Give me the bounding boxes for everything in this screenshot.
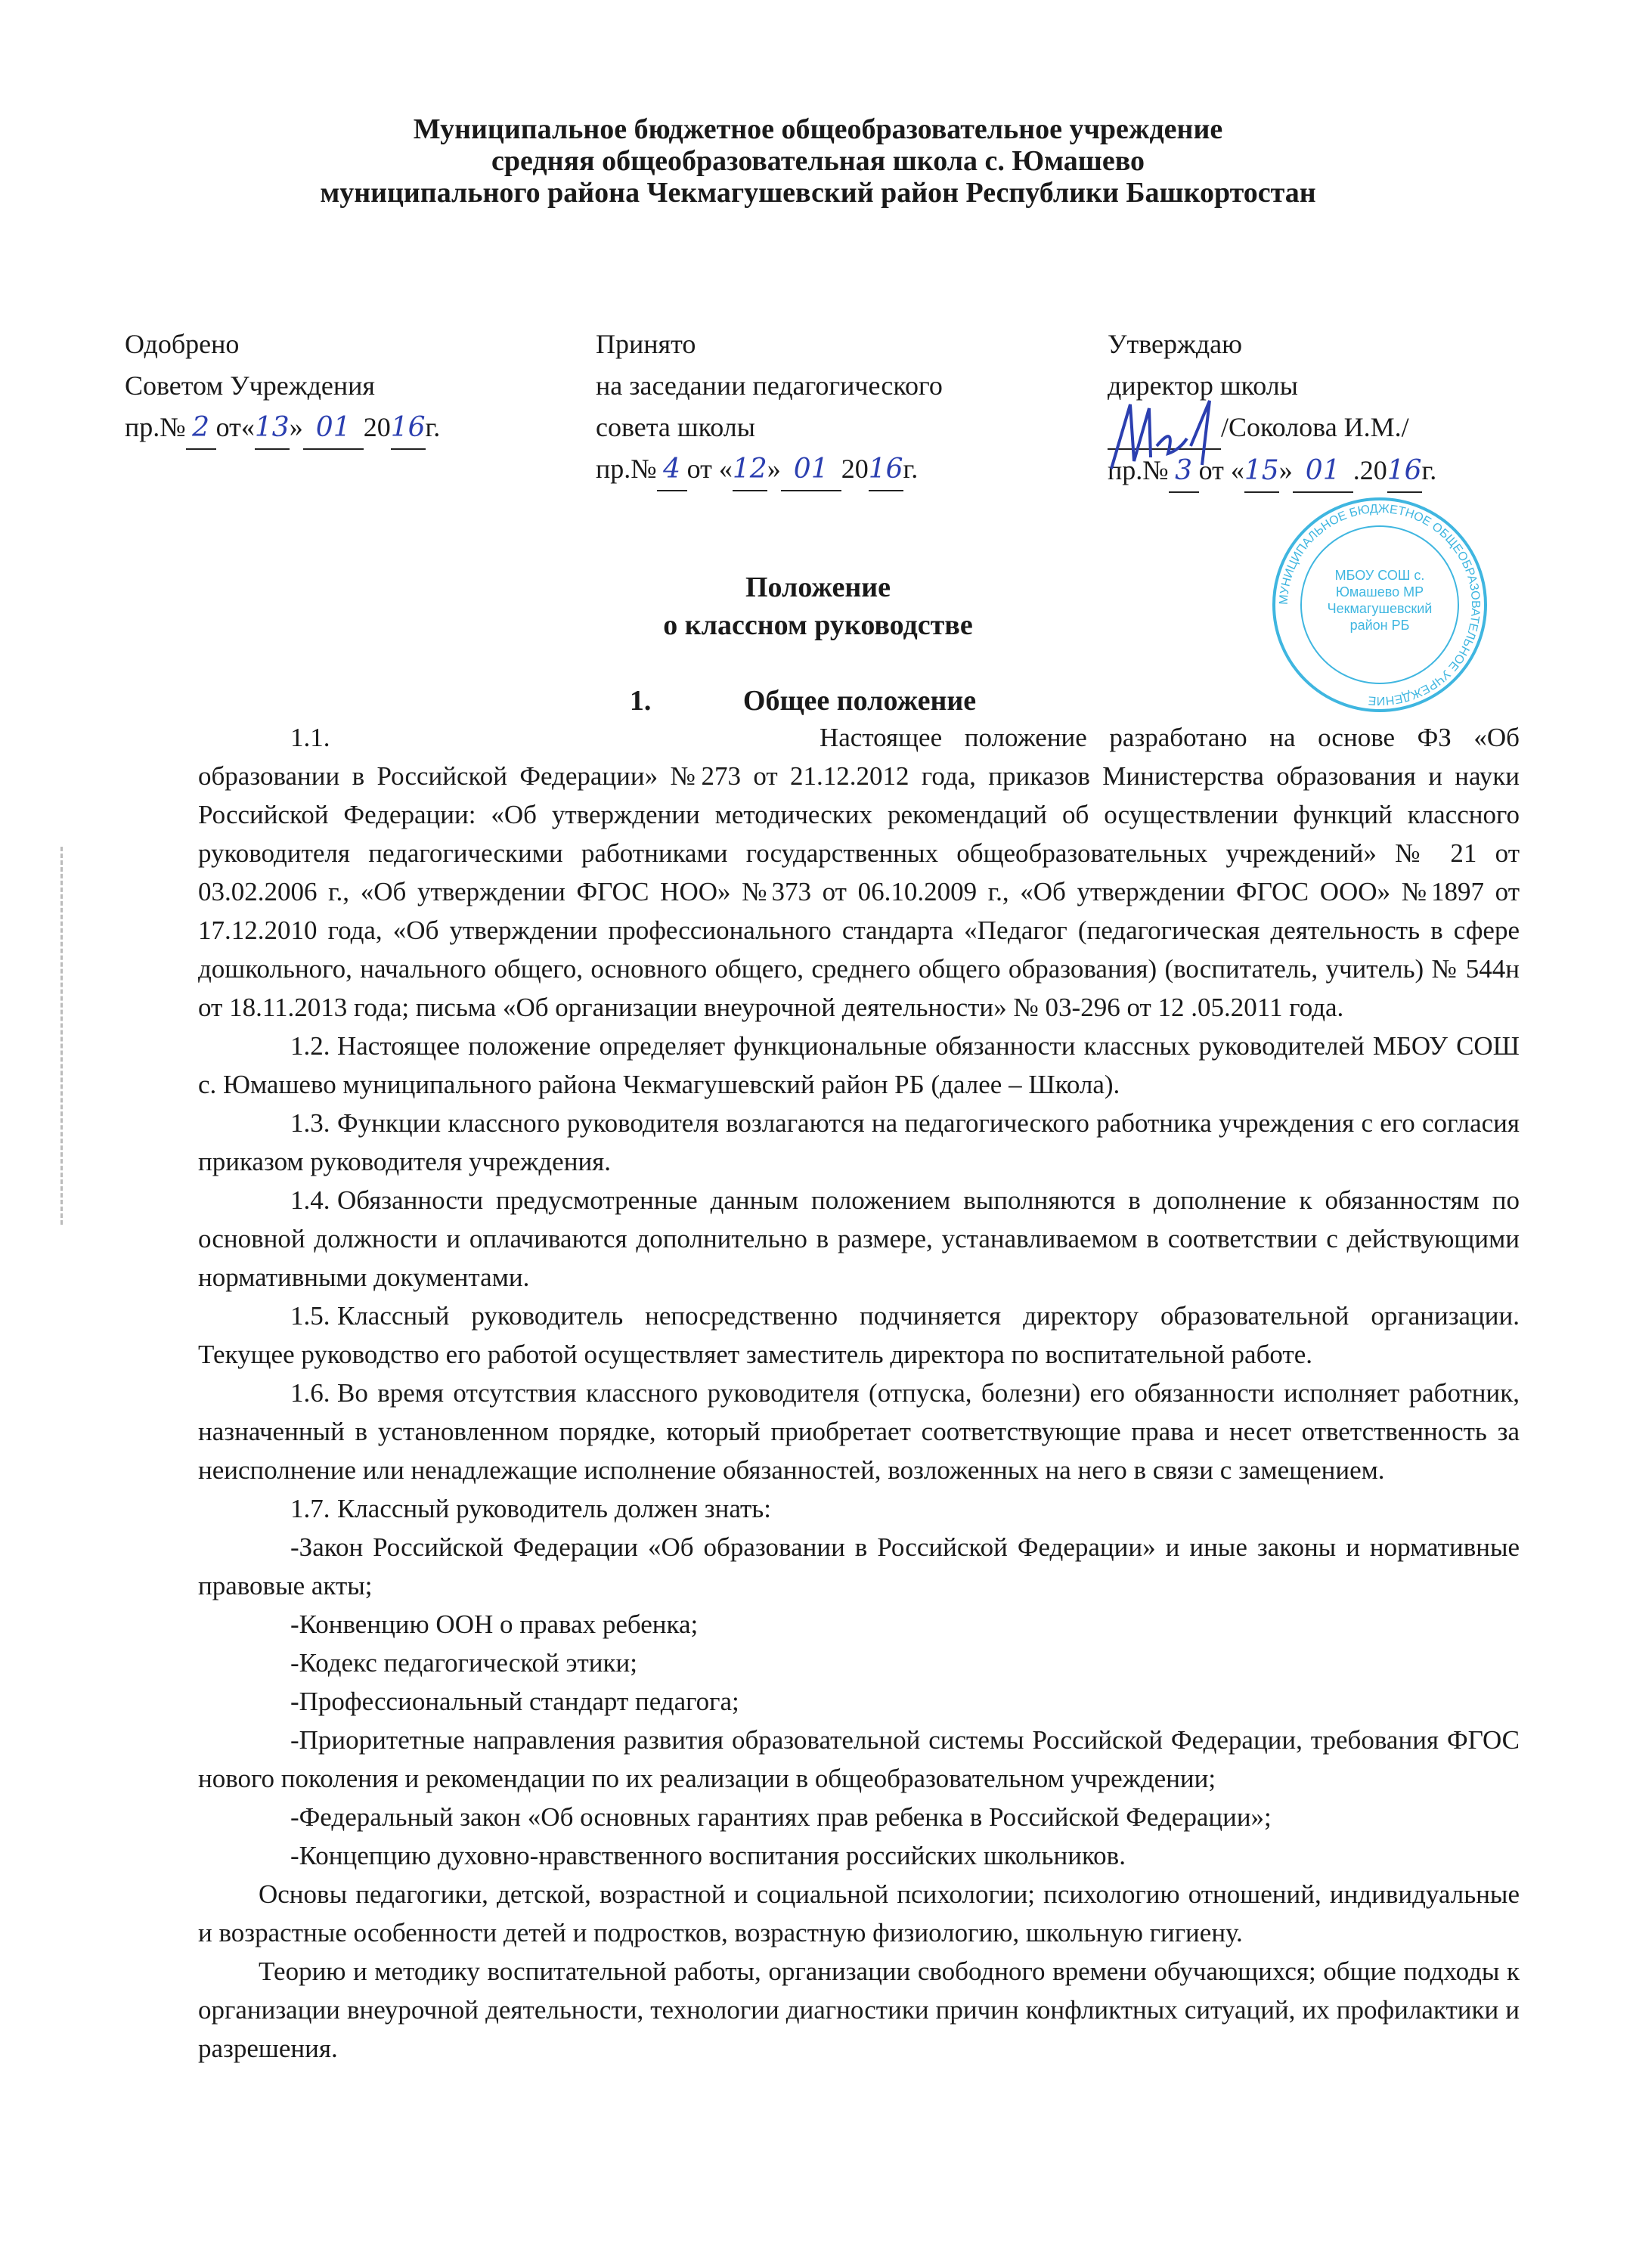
label: пр.№ [596, 454, 657, 484]
label: пр.№ [1108, 455, 1169, 485]
stamp-center-text: МБОУ СОШ с. Юмашево МР Чекмагушевский район РБ [1327, 568, 1433, 633]
month: 01 [303, 407, 364, 450]
header-line: муниципального района Чекмагушевский район Республики Башкортостан [320, 177, 1316, 209]
director-signature [1104, 393, 1225, 476]
paragraph [198, 1297, 1520, 1374]
protocol-number: 2 [186, 407, 216, 450]
binding-mark [60, 847, 70, 1225]
knowledge-item: Основы педагогики, детской, возрастной и социальной психологии; психологию отношений, индивидуальные и возрастные особенности детей и подростков, возрастную физиологию, школьную гигиену. [198, 1879, 1520, 1947]
header-line: средняя общеобразовательная школа с. Юмашево [491, 145, 1145, 177]
approved-block [125, 324, 440, 450]
label: от « [1198, 455, 1244, 485]
paragraph [198, 1104, 1520, 1181]
accepted-by: на заседании педагогического [596, 370, 943, 401]
paragraph-number: 1.1. [290, 723, 330, 752]
accepted-label: Принято [596, 329, 696, 359]
knowledge-item: -Кодекс педагогической этики; [290, 1648, 637, 1678]
accepted-protocol [596, 448, 943, 491]
paragraph-number: 1.2. [290, 1031, 330, 1061]
knowledge-item: -Приоритетные направления развития образовательной системы Российской Федерации, требования ФГОС нового поколения и рекомендации по их реализации в общеобразовательном учреждении; [198, 1725, 1520, 1793]
paragraph-text: Настоящее положение разработано на основе ФЗ «Об образовании в Российской Федерации» №273 от 21.12.2012 года, приказов Министерства образования и науки Российской Федерации: «Об утверждении методических рекомендаций об осуществлении функций классного руководителя педагогическими работниками государственных общеобразовательных учреждений» № 21 от 03.02.2006 г., «Об утверждении ФГОС НОО» №373 от 06.10.2009 г., «Об утверждении ФГОС ООО» №1897 от 17.12.2010 года, «Об утверждении профессионального стандарта «Педагог (педагогическая деятельность в сфере дошкольного, начального общего, основного общего, среднего общего образования) (воспитатель, учитель) № 544н от 18.11.2013 года; письма «Об организации внеурочной деятельности» № 03-296 от 12 .05.2011 года. [198, 723, 1520, 1022]
year: 16 [869, 448, 903, 491]
paragraph-number: 1.6. [290, 1378, 330, 1408]
institution-header [0, 113, 1636, 209]
label: .20 [1352, 455, 1387, 485]
director-name: /Соколова И.М./ [1221, 412, 1409, 442]
label: » [767, 454, 781, 484]
paragraph-text: Классный руководитель должен знать: [337, 1494, 771, 1523]
knowledge-item: Теорию и методику воспитательной работы, организации свободного времени обучающихся; общие подходы к организации внеурочной деятельности, технологии диагностики причин конфликтных ситуаций, их профилактики и разрешения. [198, 1957, 1520, 2063]
document-body [198, 718, 1520, 2068]
accepted-block [596, 324, 943, 491]
knowledge-item: -Профессиональный стандарт педагога; [290, 1687, 739, 1716]
paragraph-text: Во время отсутствия классного руководителя (отпуска, болезни) его обязанности исполняет работник, назначенный в установленном порядке, который приобретает соответствующие права и несет ответственность за неисполнение или ненадлежащие исполнение обязанностей, возложенных на него в связи с замещением. [198, 1378, 1520, 1485]
header-line: Муниципальное бюджетное общеобразовательное учреждение [413, 113, 1223, 145]
paragraph-text: Функции классного руководителя возлагаются на педагогического работника учреждения с его согласия приказом руководителя учреждения. [198, 1108, 1520, 1176]
label: » [1278, 455, 1293, 485]
label: 20 [841, 454, 869, 484]
knowledge-item: -Закон Российской Федерации «Об образовании в Российской Федерации» и иные законы и нормативные правовые акты; [198, 1532, 1520, 1600]
section-title: Общее положение [742, 685, 977, 717]
title-line: о классном руководстве [663, 609, 973, 641]
label: г. [903, 454, 919, 484]
paragraph-number: 1.3. [290, 1108, 330, 1138]
document-title [0, 569, 1636, 644]
confirmed-label: Утверждаю [1108, 329, 1243, 359]
approved-by: Советом Учреждения [125, 370, 375, 401]
paragraph-number: 1.4. [290, 1185, 330, 1215]
section-number: 1. [629, 685, 652, 717]
protocol-number: 3 [1169, 450, 1199, 493]
label: 20 [363, 412, 391, 442]
section-heading [0, 684, 1636, 717]
paragraph [198, 1027, 1520, 1104]
day: 13 [255, 407, 290, 450]
knowledge-item: -Федеральный закон «Об основных гарантиях прав ребенка в Российской Федерации»; [290, 1802, 1272, 1832]
label: г. [425, 412, 441, 442]
knowledge-item: -Конвенцию ООН о правах ребенка; [290, 1610, 699, 1639]
label: » [289, 412, 303, 442]
paragraph-text: Обязанности предусмотренные данным положением выполняются в дополнение к обязанностям по основной должности и оплачиваются дополнительно в размере, устанавливаемом в соответствии с действующими нормативными документами. [198, 1185, 1520, 1292]
label: от« [215, 412, 255, 442]
day: 12 [733, 448, 767, 491]
paragraph-text: Настоящее положение определяет функциональные обязанности классных руководителей МБОУ СОШ с. Юмашево муниципального района Чекмагушевский район РБ (далее – Школа). [198, 1031, 1520, 1099]
protocol-number: 4 [657, 448, 687, 491]
director-title: директор школы [1108, 370, 1298, 401]
paragraph-number: 1.7. [290, 1494, 330, 1523]
paragraph [198, 718, 1520, 1027]
accepted-by: совета школы [596, 412, 755, 442]
year: 16 [1387, 450, 1422, 493]
paragraph-text: Классный руководитель непосредственно подчиняется директору образовательной организации. Текущее руководство его работой осуществляет заместитель директора по воспитательной работе. [198, 1301, 1520, 1369]
paragraph [198, 1489, 1520, 1528]
year: 16 [391, 407, 426, 450]
day: 15 [1244, 450, 1279, 493]
title-line: Положение [745, 572, 891, 603]
approved-protocol [125, 407, 440, 450]
month: 01 [1293, 450, 1353, 493]
approved-label: Одобрено [125, 329, 240, 359]
month: 01 [781, 448, 841, 491]
stamp-outer-text: МУНИЦИПАЛЬНОЕ БЮДЖЕТНОЕ ОБЩЕОБРАЗОВАТЕЛЬНОЕ УЧРЕЖДЕНИЕ [1277, 502, 1483, 708]
paragraph-number: 1.5. [290, 1301, 330, 1331]
knowledge-item: -Концепцию духовно-нравственного воспитания российских школьников. [290, 1841, 1126, 1870]
paragraph [198, 1374, 1520, 1489]
paragraph [198, 1181, 1520, 1297]
label: от « [686, 454, 733, 484]
label: г. [1421, 455, 1437, 485]
label: пр.№ [125, 412, 186, 442]
